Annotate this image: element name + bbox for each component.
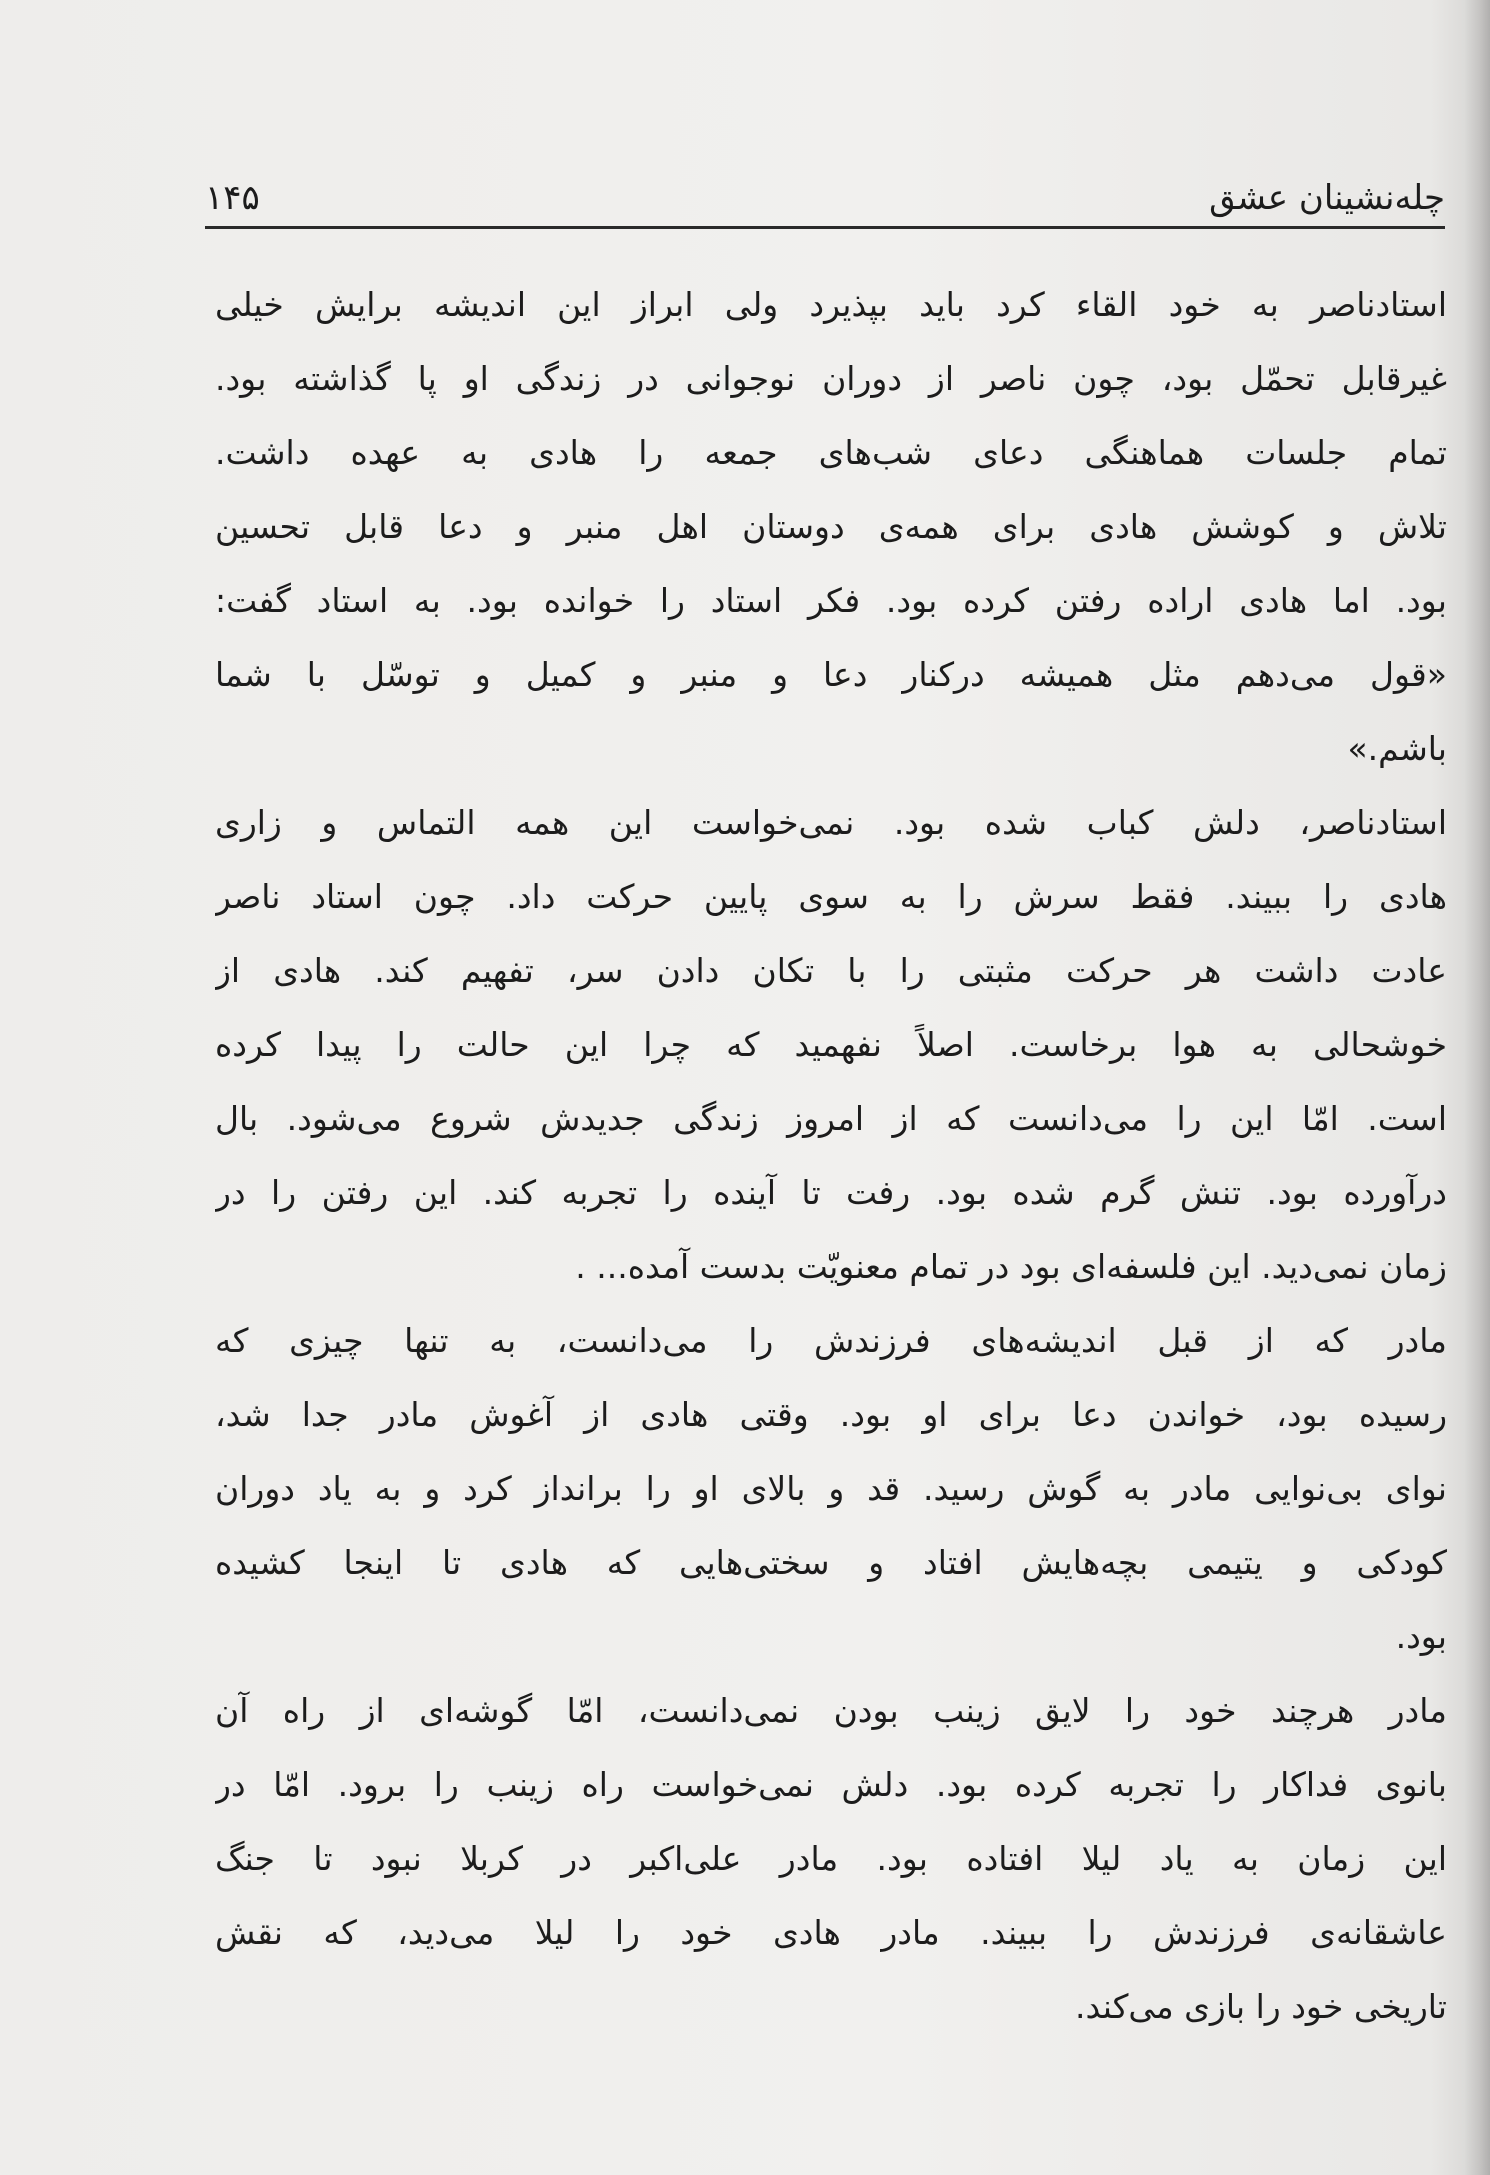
text-line: «قول می‌دهم مثل همیشه درکنار دعا و منبر و کمیل و توسّل با شما xyxy=(215,655,1447,694)
text-line: عادت داشت هر حرکت مثبتی را با تکان دادن سر، تفهیم کند. هادی از xyxy=(215,951,1447,990)
text-line: کودکی و یتیمی بچه‌هایش افتاد و سختی‌هایی که هادی تا اینجا کشیده xyxy=(215,1543,1447,1582)
body-text xyxy=(215,268,1447,2044)
text-line: بود. اما هادی اراده رفتن کرده بود. فکر استاد را خوانده بود. به استاد گفت: xyxy=(215,581,1447,620)
text-line: زمان نمی‌دید. این فلسفه‌ای بود در تمام معنویّت بدست آمده... . xyxy=(575,1247,1447,1286)
page-number: ۱۴۵ xyxy=(205,178,260,218)
text-line: رسیده بود، خواندن دعا برای او بود. وقتی هادی از آغوش مادر جدا شد، xyxy=(215,1395,1447,1434)
text-line: تلاش و کوشش هادی برای همه‌ی دوستان اهل منبر و دعا قابل تحسین xyxy=(215,507,1447,546)
text-line: مادر که از قبل اندیشه‌های فرزندش را می‌دانست، به تنها چیزی که xyxy=(215,1321,1447,1360)
text-line: غیرقابل تحمّل بود، چون ناصر از دوران نوجوانی در زندگی او پا گذاشته بود. xyxy=(215,359,1447,398)
page-header xyxy=(205,170,1445,230)
page-edge-shadow xyxy=(1464,0,1490,2175)
header-rule xyxy=(205,226,1445,229)
text-line: عاشقانه‌ی فرزندش را ببیند. مادر هادی خود را لیلا می‌دید، که نقش xyxy=(215,1913,1447,1952)
text-line: تاریخی خود را بازی می‌کند. xyxy=(1074,1987,1447,2026)
running-title: چله‌نشینان عشق xyxy=(1209,178,1445,218)
text-line: بانوی فداکار را تجربه کرده بود. دلش نمی‌خواست راه زینب را برود. امّا در xyxy=(215,1765,1447,1804)
text-line: این زمان به یاد لیلا افتاده بود. مادر علی‌اکبر در کربلا نبود تا جنگ xyxy=(215,1839,1447,1878)
text-line: بود. xyxy=(1395,1617,1447,1656)
text-line: خوشحالی به هوا برخاست. اصلاً نفهمید که چرا این حالت را پیدا کرده xyxy=(215,1025,1447,1064)
text-line: تمام جلسات هماهنگی دعای شب‌های جمعه را هادی به عهده داشت. xyxy=(215,433,1447,472)
text-line: باشم.» xyxy=(1347,729,1447,768)
text-line: مادر هرچند خود را لایق زینب بودن نمی‌دانست، امّا گوشه‌ای از راه آن xyxy=(215,1691,1447,1730)
text-line: است. امّا این را می‌دانست که از امروز زندگی جدیدش شروع می‌شود. بال xyxy=(215,1099,1447,1138)
text-line: نوای بی‌نوایی مادر به گوش رسید. قد و بالای او را برانداز کرد و به یاد دوران xyxy=(215,1469,1447,1508)
text-line: درآورده بود. تنش گرم شده بود. رفت تا آینده را تجربه کند. این رفتن را در xyxy=(215,1173,1447,1212)
text-line: استادناصر به خود القاء کرد باید بپذیرد ولی ابراز این اندیشه برایش خیلی xyxy=(215,285,1447,324)
text-line: استادناصر، دلش کباب شده بود. نمی‌خواست این همه التماس و زاری xyxy=(215,803,1447,842)
text-line: هادی را ببیند. فقط سرش را به سوی پایین حرکت داد. چون استاد ناصر xyxy=(215,877,1447,916)
